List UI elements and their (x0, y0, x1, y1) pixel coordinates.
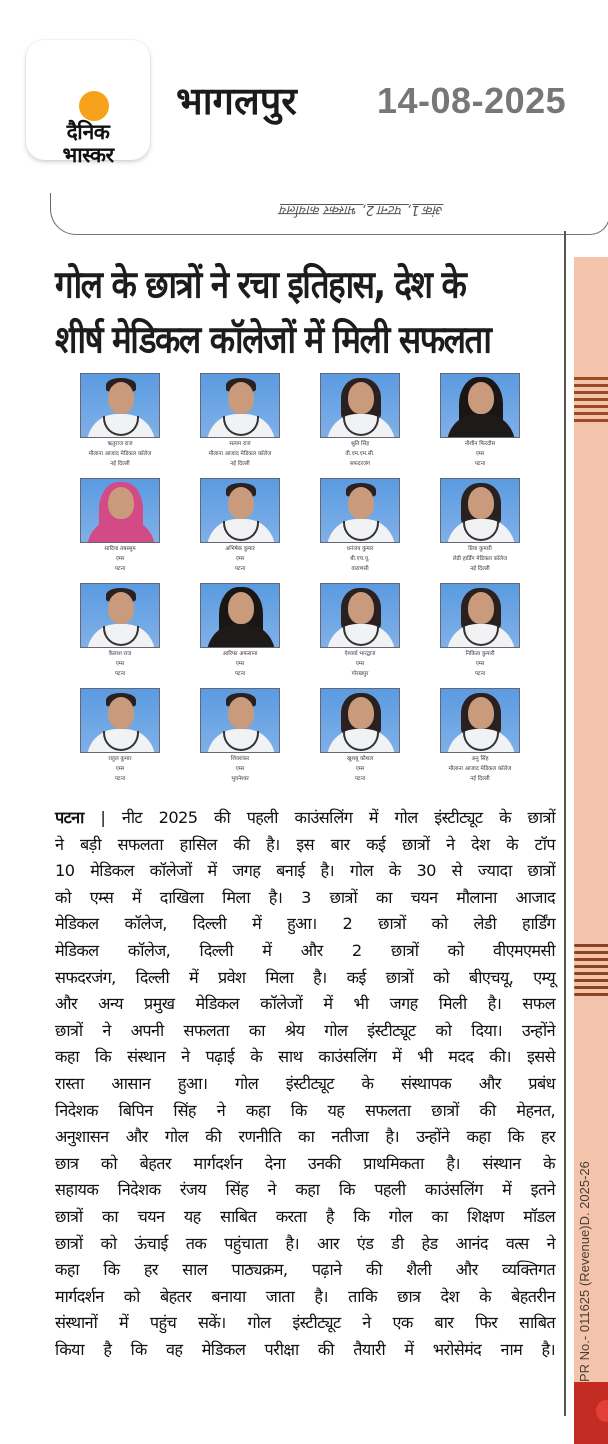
article-line: सहायक निदेशक रंजय सिंह ने कहा कि पहली काउंसलिंग में इतने (55, 1180, 555, 1200)
pr-number: PR No.- 011625 (Revenue)D. 2025-26 (577, 1161, 592, 1382)
column-divider (564, 231, 566, 1416)
student-photo (80, 688, 160, 753)
article-line: ने बड़ी सफलता हासिल की है। इस बार कई छात्रों ने देश के टॉप (55, 834, 555, 854)
caption-name: सादिया तबस्सुम (104, 546, 136, 552)
student-card (60, 373, 180, 478)
student-photo (200, 478, 280, 543)
student-card (300, 478, 420, 583)
stripe-pattern-top (574, 377, 608, 426)
caption-city: नई दिल्ली (110, 461, 130, 467)
caption-name: सत्यम राज (229, 441, 251, 447)
article-line: कहा कि हर साल पाठ्यक्रम, पढ़ाने की शैली और व्यक्तिगत (55, 1260, 555, 1280)
caption-college: एम्स (475, 451, 485, 457)
logo-line2: भास्कर (62, 143, 114, 167)
dateline-separator: | (83, 808, 122, 827)
caption-city: पटना (114, 566, 126, 572)
student-card (300, 583, 420, 688)
caption-college: एम्स (355, 766, 365, 772)
caption-city: नई दिल्ली (230, 461, 250, 467)
article-line: छात्रों ने अपनी सफलता का श्रेय गोल इंस्टीट्यूट को दिया। उन्होंने (55, 1020, 555, 1040)
caption-college: बी.एच.यू. (350, 556, 370, 562)
article-line: और अन्य प्रमुख मेडिकल कॉलेजों में भी जगह मिली है। सफल (55, 994, 555, 1014)
article-line: मेडिकल कॉलेज, दिल्ली में और 2 छात्रों को वीएमएमसी (55, 940, 555, 960)
app-header (0, 0, 608, 175)
caption-name: राहुल कुमार (108, 756, 132, 762)
caption-college: लेडी हार्डिंग मेडिकल कॉलेज (452, 556, 508, 562)
article-line: निदेशक बिपिन सिंह ने कहा कि यह सफलता छात्रों की मेहनत, (55, 1100, 555, 1120)
caption-city: पटना (354, 776, 366, 782)
caption-name: ऋतुराज राज (107, 441, 133, 447)
page-edge-curve-right (588, 193, 608, 235)
student-photo (320, 373, 400, 438)
caption-college: एम्स (235, 766, 245, 772)
student-photo (80, 373, 160, 438)
newspaper-clipping (0, 175, 608, 1444)
student-photo (440, 478, 520, 543)
caption-city: नई दिल्ली (470, 566, 490, 572)
article-line: संस्थानों में पहुंच सकें। गोल इंस्टीट्यूट ने एक बार फिर साबित (55, 1313, 555, 1333)
article-line: 10 मेडिकल कॉलेजों में जगह बनाई है। गोल के 30 से ज्यादा छात्रों (55, 861, 555, 881)
student-card (420, 583, 540, 688)
student-photo (440, 688, 520, 753)
student-photo (200, 373, 280, 438)
article-line: को एम्स में दाखिला मिला है। 3 छात्रों का चयन मौलाना आजाद (55, 887, 555, 907)
article-line: अनुशासन और गोल की रणनीति का नतीजा है। उन्होंने कहा कि हर (55, 1127, 555, 1147)
red-circle-icon (596, 1400, 608, 1422)
article-line: रास्ता आसान हुआ। गोल इंस्टीट्यूट के संस्थापक और प्रबंध (55, 1073, 555, 1093)
caption-college: एम्स (235, 556, 245, 562)
headline-line1: गोल के छात्रों ने रचा इतिहास, देश के (55, 261, 466, 307)
edition-date: 14-08-2025 (377, 80, 567, 121)
article-line: छात्रों को ऊंचाई तक पहुंचाता है। आर एंड डी हेड आनंद वत्स ने (55, 1233, 555, 1253)
article-line: मेडिकल कॉलेज, दिल्ली में हुआ। 2 छात्रों को लेडी हार्डिंग (55, 914, 555, 934)
caption-name: श्रुति सिंह (350, 441, 370, 447)
article-line: मार्गदर्शन को बेहतर बनाया जाता है। ताकि छात्र देश के बेहतरीन (55, 1286, 555, 1306)
student-photo (320, 688, 400, 753)
article-line (55, 805, 555, 832)
caption-city: वाराणसी (351, 566, 369, 572)
strip-red-footer (574, 1382, 608, 1444)
photo-row (60, 688, 540, 793)
sun-icon (79, 91, 109, 121)
caption-city: पटना (474, 671, 486, 677)
caption-city: पटना (114, 776, 126, 782)
caption-name: प्रिया कुमारी (468, 546, 492, 552)
caption-name: धनंजय कुमार (346, 546, 374, 552)
student-card (60, 688, 180, 793)
student-photo (200, 583, 280, 648)
headline-line2: शीर्ष मेडिकल कॉलेजों में मिली सफलता (55, 316, 491, 362)
caption-name: अनु सिंह (471, 756, 489, 762)
student-photo-grid (60, 373, 540, 793)
student-card (300, 373, 420, 478)
dainik-bhaskar-logo[interactable] (26, 40, 150, 167)
article-line: किया है कि वह मेडिकल परीक्षा की तैयारी में भरोसेमंद नाम है। (55, 1339, 555, 1359)
caption-college: एम्स (235, 661, 245, 667)
caption-college: मौलाना आजाद मेडिकल कॉलेज (208, 451, 272, 457)
article-line: छात्रों का चयन यह साबित करता है कि गोल का शिक्षण मॉडल (55, 1206, 555, 1226)
student-card (180, 478, 300, 583)
student-card (60, 478, 180, 583)
caption-city: पटना (234, 566, 246, 572)
article-line-text: नीट 2025 की पहली काउंसलिंग में गोल इंस्टीट्यूट के छात्रों (121, 808, 556, 827)
student-card (420, 478, 540, 583)
article-headline (55, 257, 555, 367)
student-card (300, 688, 420, 793)
dateline: पटना (55, 808, 84, 827)
caption-name: निकिता कुमारी (465, 651, 495, 657)
caption-name: अभिषेक कुमार (225, 546, 255, 552)
caption-college: मौलाना आजाद मेडिकल कॉलेज (448, 766, 512, 772)
student-photo (200, 688, 280, 753)
caption-college: एम्स (115, 766, 125, 772)
page-header-mirrored: अंक 1, पटना 2, भास्कर कार्यालय (280, 202, 444, 217)
caption-name: ऐश्वर्या भारद्वाज (344, 651, 376, 657)
student-card (180, 583, 300, 688)
caption-name: कैलाश राज (108, 651, 132, 657)
caption-city: पटना (114, 671, 126, 677)
caption-city: गोरखपुर (351, 671, 369, 677)
article-line: छात्र को बेहतर मार्गदर्शन देना उनकी प्राथमिकता है। संस्थान के (55, 1153, 555, 1173)
caption-college: मौलाना आजाद मेडिकल कॉलेज (88, 451, 152, 457)
photo-row (60, 373, 540, 478)
caption-city: नई दिल्ली (470, 776, 490, 782)
student-photo (320, 478, 400, 543)
photo-row (60, 583, 540, 688)
caption-city: पटना (234, 671, 246, 677)
student-card (420, 688, 540, 793)
stripe-pattern-middle (574, 944, 608, 1000)
caption-city: पटना (474, 461, 486, 467)
student-photo (440, 373, 520, 438)
student-card (180, 373, 300, 478)
side-advert-strip (574, 257, 608, 1444)
caption-college: एम्स (115, 661, 125, 667)
caption-college: एम्स (475, 661, 485, 667)
caption-college: वी.एम.एम.सी. (345, 451, 375, 457)
caption-name: शिवशंकर (230, 756, 250, 762)
logo-line1: दैनिक (66, 120, 110, 144)
caption-name: नौशीन फिरदौस (464, 441, 496, 447)
student-photo (320, 583, 400, 648)
caption-name: आरिफा अफसाना (222, 651, 258, 657)
article-line: सफदरजंग, दिल्ली में प्रवेश मिला है। कई छात्रों को बीएचयू, एम्यू (55, 967, 555, 987)
student-card (180, 688, 300, 793)
caption-college: एम्स (355, 661, 365, 667)
edition-city: भागलपुर (176, 79, 297, 123)
student-photo (80, 478, 160, 543)
caption-city: सफदरजंग (349, 461, 371, 467)
photo-row (60, 478, 540, 583)
student-card (60, 583, 180, 688)
caption-name: खुशबू कौशल (346, 756, 374, 762)
student-card (420, 373, 540, 478)
student-photo (440, 583, 520, 648)
article-line: कहा कि संस्थान ने पढ़ाई के साथ काउंसलिंग में भी मदद की। इससे (55, 1047, 555, 1067)
student-photo (80, 583, 160, 648)
caption-city: भुवनेश्वर (231, 776, 249, 782)
article-body (55, 805, 555, 1363)
caption-college: एम्स (115, 556, 125, 562)
